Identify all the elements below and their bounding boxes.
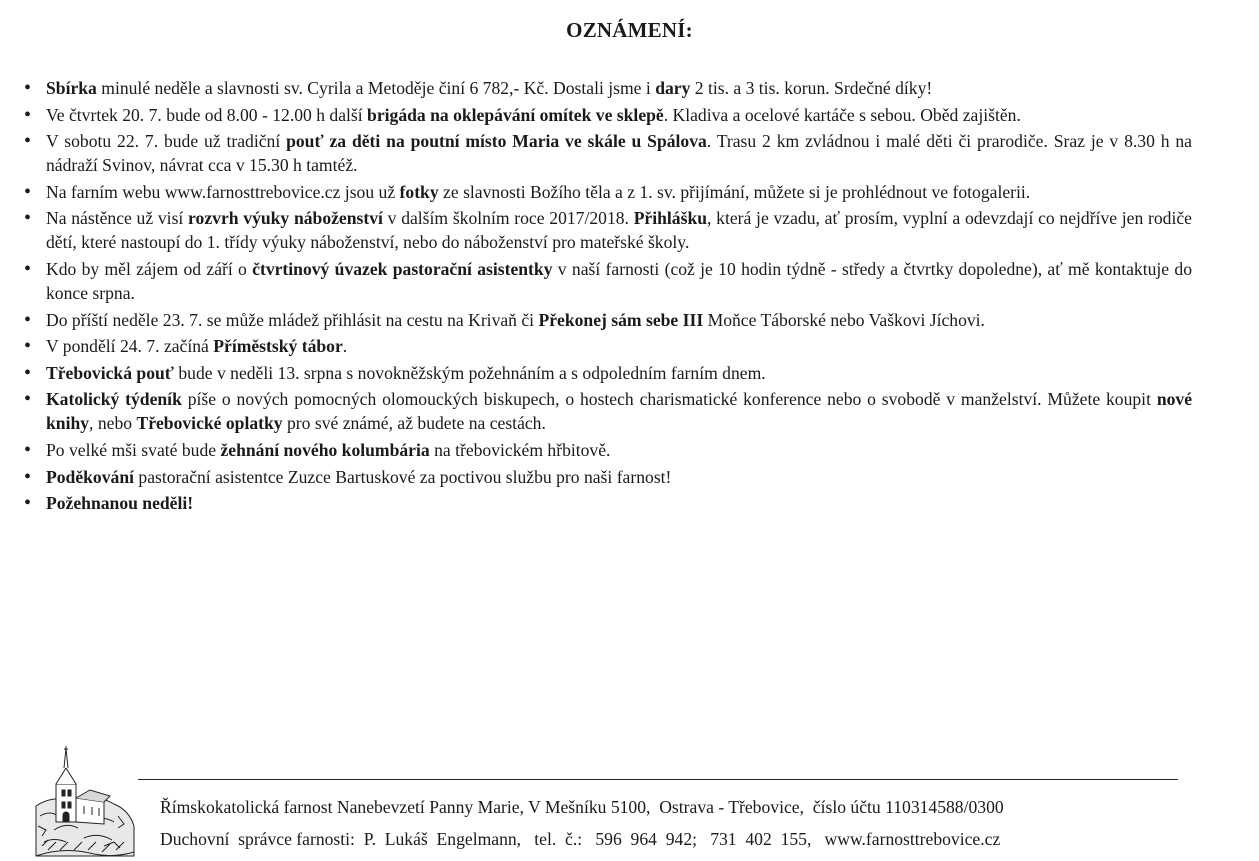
announcement-item (22, 491, 1192, 515)
announcement-text: Moňce Táborské nebo Vaškovi Jíchovi. (703, 309, 985, 330)
announcement-highlight: Požehnanou neděli! (46, 493, 194, 514)
announcement-highlight: žehnání nového kolumbária (220, 439, 430, 460)
announcement-text: Kdo by měl zájem od září o (46, 258, 253, 279)
announcement-highlight: Poděkování (46, 466, 134, 487)
announcement-item (22, 257, 1192, 305)
announcement-highlight: Přihlášku (633, 208, 708, 229)
announcement-text: Na farním webu www.farnosttrebovice.cz jsou už (46, 181, 400, 202)
announcement-item (22, 103, 1192, 127)
page-title: OZNÁMENÍ: (566, 18, 693, 42)
announcement-text: V pondělí 24. 7. začíná (46, 336, 214, 357)
announcement-text: , která je vzadu, ať prosím, vyplní a odevzdají co nejdříve jen rodiče dětí, které nastoupí do 1. třídy výuky náboženství, nebo do náboženství pro mateřské školy. (46, 208, 1192, 253)
announcement-highlight: pouť za děti na poutní místo Maria ve skále u Spálova (286, 131, 707, 152)
announcement-text: bude v neděli 13. srpna s novokněžským požehnáním a s odpoledním farním dnem. (173, 362, 766, 383)
announcement-text: minulé neděle a slavnosti sv. Cyrila a Metoděje činí 6 782,- Kč. Dostali jsme i (96, 78, 656, 98)
announcement-item (22, 206, 1192, 254)
announcement-item (22, 465, 1192, 489)
announcement-item (22, 361, 1192, 385)
announcement-text: , nebo (89, 413, 137, 434)
church-illustration-icon (34, 746, 136, 861)
announcement-text: Na nástěnce už visí (46, 208, 189, 229)
announcement-highlight: fotky (399, 181, 439, 202)
announcement-text: . Kladiva a ocelové kartáče s sebou. Oběd zajištěn. (663, 104, 1021, 125)
announcement-text: 2 tis. a 3 tis. korun. Srdečné díky! (690, 78, 933, 98)
announcement-highlight: Třebovické oplatky (136, 413, 283, 434)
announcement-text: Do příští neděle 23. 7. se může mládež přihlásit na cestu na Krivaň či (46, 309, 539, 330)
announcement-highlight: dary (655, 78, 691, 98)
announcement-item (22, 387, 1192, 435)
announcement-item (22, 180, 1192, 204)
announcement-text: Po velké mši svaté bude (46, 439, 221, 460)
announcement-highlight: Sbírka (46, 78, 97, 98)
footer-parish-address: Římskokatolická farnost Nanebevzetí Panny Marie, V Mešníku 5100, Ostrava - Třebovice, číslo účtu 110314588/0300 (160, 797, 1004, 817)
announcement-text: pastorační asistentce Zuzce Bartuskové za poctivou službu pro naši farnost! (134, 466, 672, 487)
announcement-text: v dalším školním roce 2017/2018. (382, 208, 634, 229)
announcement-text: ze slavnosti Božího těla a z 1. sv. přijímání, můžete si je prohlédnout ve fotogalerii. (438, 181, 1031, 202)
announcement-highlight: Třebovická pouť (46, 362, 174, 383)
announcement-text: Ve čtvrtek 20. 7. bude od 8.00 - 12.00 h další (46, 104, 368, 125)
announcement-list (22, 76, 1192, 518)
footer-contact: Duchovní správce farnosti: P. Lukáš Engelmann, tel. č.: 596 964 942; 731 402 155, www.farnosttrebovice.cz (160, 829, 1001, 849)
announcement-highlight: čtvrtinový úvazek pastorační asistentky (252, 258, 553, 279)
announcement-highlight: rozvrh výuky náboženství (188, 208, 383, 229)
announcement-item (22, 76, 1192, 100)
announcement-item (22, 334, 1192, 358)
announcement-item (22, 129, 1192, 177)
announcement-item (22, 438, 1192, 462)
announcement-highlight: Katolický týdeník (46, 389, 182, 410)
announcement-text: v naší farnosti (což je 10 hodin týdně - středy a čtvrtky dopoledne), ať mě kontaktuje do konce srpna. (46, 258, 1192, 303)
announcement-highlight: Překonej sám sebe III (538, 309, 704, 330)
announcement-item (22, 308, 1192, 332)
footer-divider (138, 779, 1178, 780)
announcement-highlight: brigáda na oklepávání omítek ve sklepě (367, 104, 664, 125)
announcement-text: píše o nových pomocných olomouckých biskupech, o hostech charismatické konference nebo o svobodě v manželství. Můžete koupit (181, 389, 1157, 410)
announcement-highlight: nové knihy (46, 389, 1192, 434)
announcement-highlight: Příměstský tábor (213, 336, 343, 357)
announcement-text: . Trasu 2 km zvládnou i malé děti či prarodiče. Sraz je v 8.30 h na nádraží Svinov, návrat cca v 15.30 h tamtéž. (46, 131, 1192, 176)
announcement-text: na třebovickém hřbitově. (429, 439, 611, 460)
announcement-text: V sobotu 22. 7. bude už tradiční (46, 131, 287, 152)
announcement-text: . (342, 336, 348, 357)
announcement-text: pro své známé, až budete na cestách. (282, 413, 546, 434)
